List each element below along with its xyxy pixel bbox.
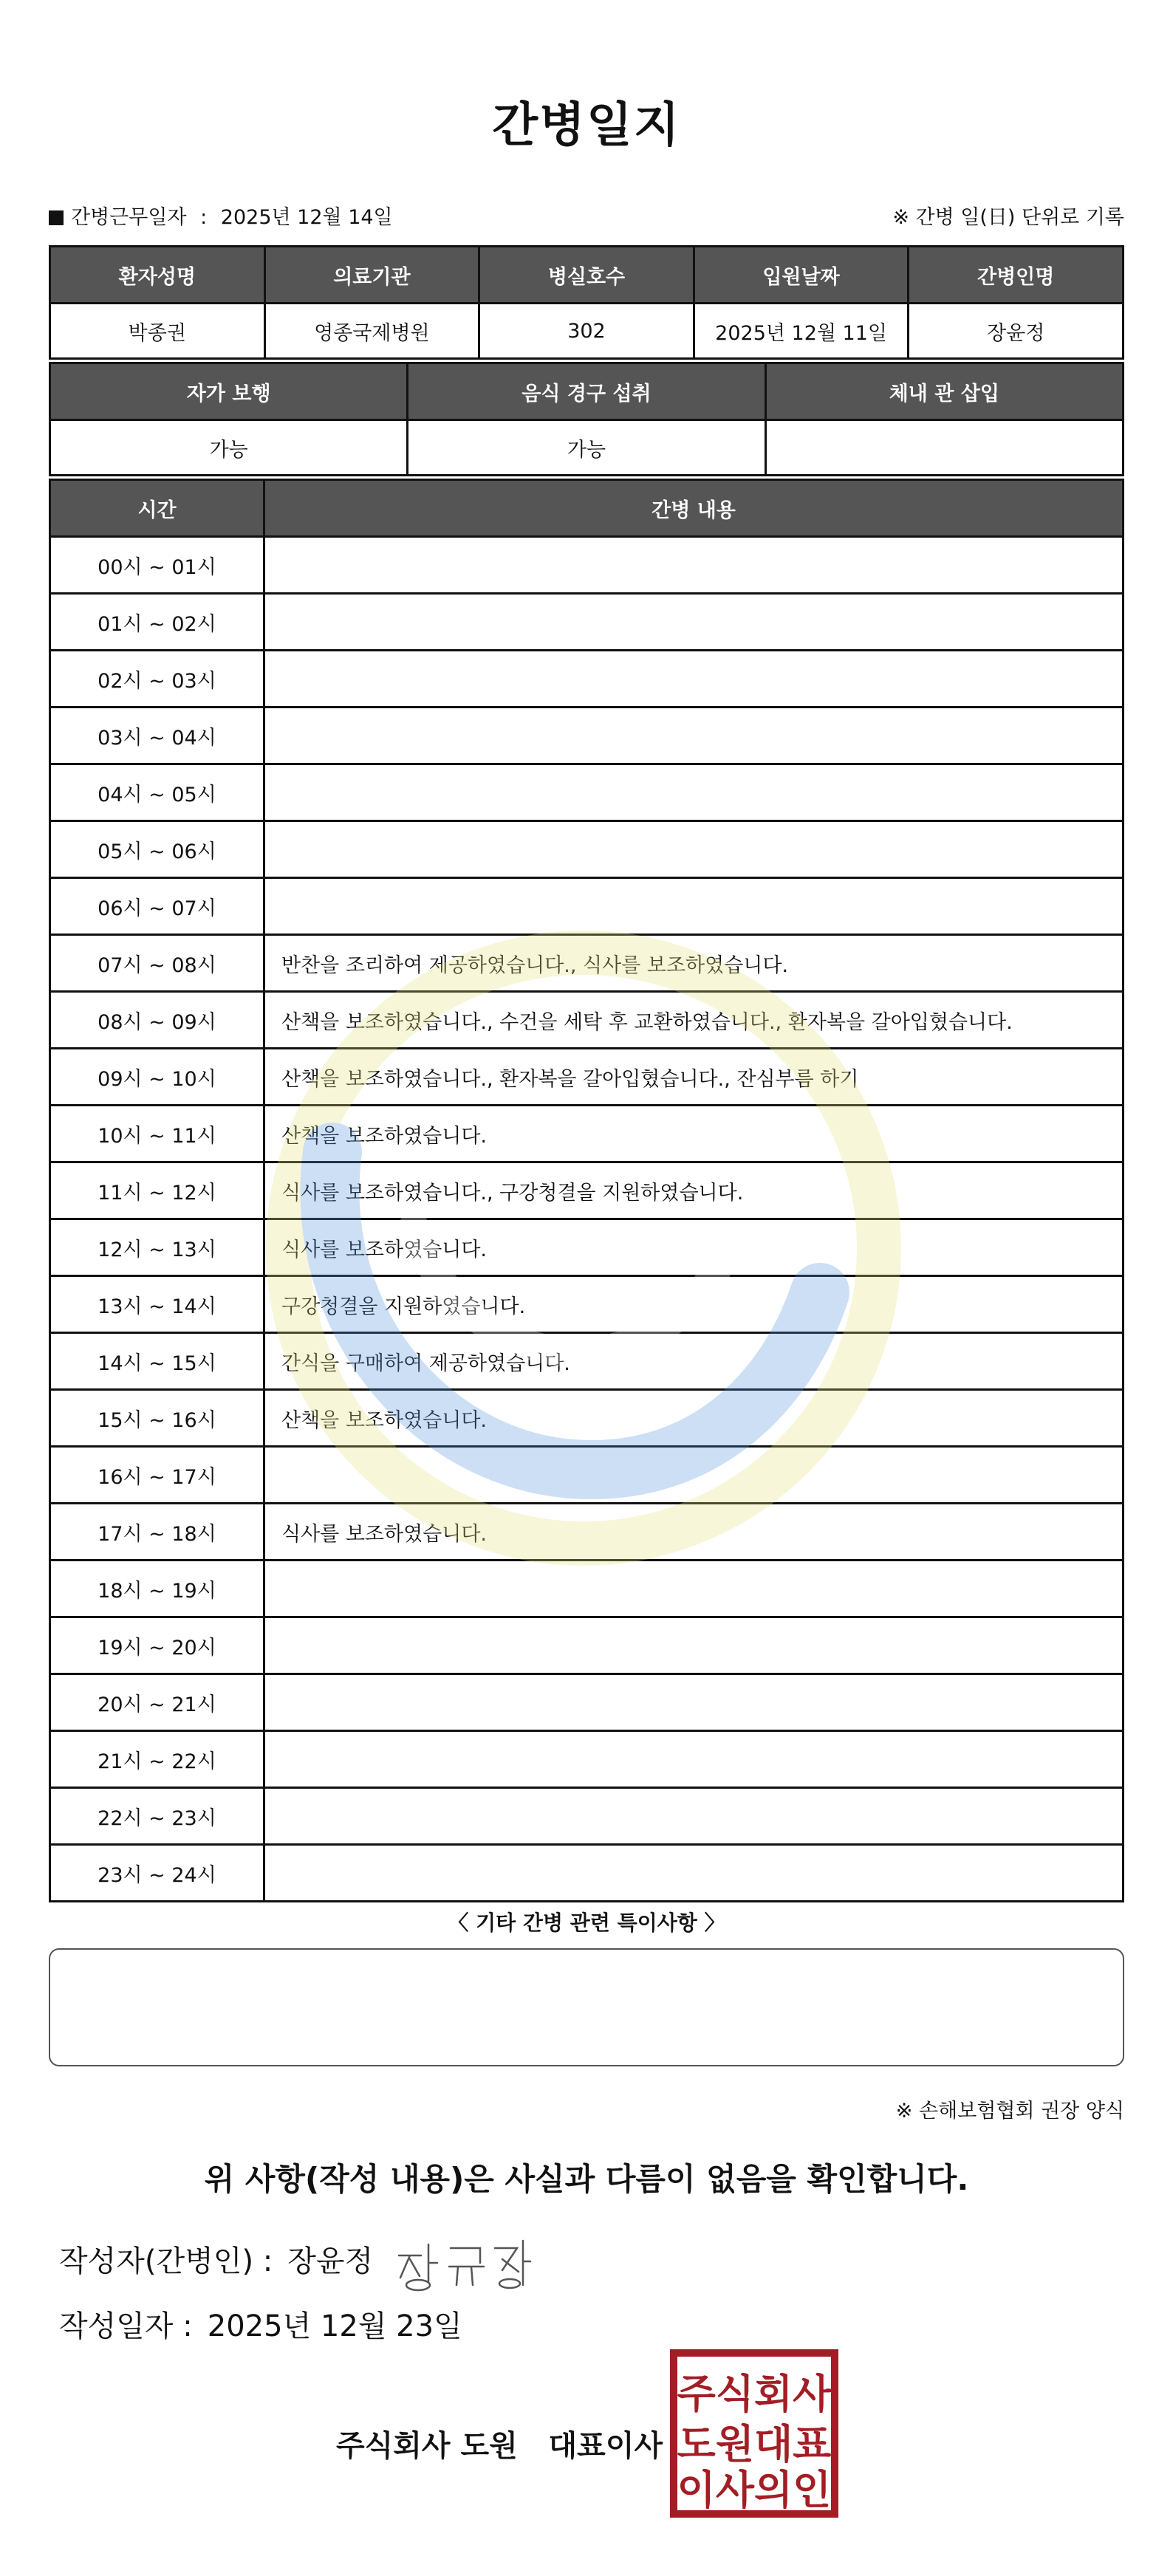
log-row (50, 1390, 1124, 1447)
log-time: 05시 ~ 06시 (50, 821, 264, 878)
tube-value (765, 420, 1123, 476)
log-row (50, 935, 1124, 992)
log-row (50, 992, 1124, 1049)
svg-text:도원대표: 도원대표 (677, 2421, 832, 2467)
company-seal (669, 2349, 839, 2518)
log-row (50, 1845, 1124, 1902)
log-content (264, 1617, 1124, 1674)
log-content (264, 1674, 1124, 1731)
log-row (50, 537, 1124, 594)
ability-table (49, 362, 1124, 476)
log-content (264, 1845, 1124, 1902)
log-content: 산책을 보조하였습니다., 환자복을 갈아입혔습니다., 잔심부름 하기 (264, 1049, 1124, 1106)
log-time: 15시 ~ 16시 (50, 1390, 264, 1447)
walking-value: 가능 (50, 420, 408, 476)
log-content (264, 1561, 1124, 1617)
log-time: 21시 ~ 22시 (50, 1731, 264, 1788)
log-row (50, 1106, 1124, 1162)
log-time: 07시 ~ 08시 (50, 935, 264, 992)
log-time: 12시 ~ 13시 (50, 1219, 264, 1276)
log-content (264, 764, 1124, 821)
work-date-value: 2025년 12월 14일 (220, 206, 393, 229)
log-content: 반찬을 조리하여 제공하였습니다., 식사를 보조하였습니다. (264, 935, 1124, 992)
log-row (50, 1674, 1124, 1731)
log-row (50, 1617, 1124, 1674)
log-row (50, 708, 1124, 764)
log-time: 18시 ~ 19시 (50, 1561, 264, 1617)
log-row (50, 1162, 1124, 1219)
log-time: 11시 ~ 12시 (50, 1162, 264, 1219)
log-time: 02시 ~ 03시 (50, 651, 264, 708)
admission-date: 2025년 12월 11일 (694, 304, 909, 359)
log-content: 식사를 보조하였습니다. (264, 1219, 1124, 1276)
log-content: 산책을 보조하였습니다. (264, 1390, 1124, 1447)
write-date-label: 작성일자 : (59, 2309, 193, 2343)
svg-text:이사의인: 이사의인 (677, 2467, 832, 2513)
header-time: 시간 (50, 480, 264, 537)
header-admission-date: 입원날짜 (694, 247, 909, 304)
hospital: 영종국제병원 (264, 304, 479, 359)
log-row (50, 1333, 1124, 1390)
header-content: 간병 내용 (264, 480, 1124, 537)
work-date-row (49, 201, 1124, 230)
company-name: 주식회사 도원 대표이사 (336, 2429, 663, 2463)
header-caregiver: 간병인명 (909, 247, 1124, 304)
header-patient-name: 환자성명 (50, 247, 265, 304)
log-content (264, 708, 1124, 764)
log-row (50, 878, 1124, 935)
write-date-line (59, 2303, 462, 2345)
notes-title: 〈 기타 간병 관련 특이사항 〉 (448, 1911, 725, 1935)
square-bullet-icon (49, 210, 64, 225)
work-date (49, 201, 393, 230)
log-content (264, 821, 1124, 878)
log-time: 03시 ~ 04시 (50, 708, 264, 764)
header-hospital: 의료기관 (264, 247, 479, 304)
log-row (50, 1561, 1124, 1617)
log-content: 식사를 보조하였습니다. (264, 1504, 1124, 1561)
log-row (50, 1447, 1124, 1504)
writer-label: 작성자(간병인) : (59, 2244, 273, 2278)
log-content: 산책을 보조하였습니다. (264, 1106, 1124, 1162)
log-row (50, 1731, 1124, 1788)
log-time: 22시 ~ 23시 (50, 1788, 264, 1845)
log-time: 09시 ~ 10시 (50, 1049, 264, 1106)
log-row (50, 1049, 1124, 1106)
log-time: 14시 ~ 15시 (50, 1333, 264, 1390)
log-time: 04시 ~ 05시 (50, 764, 264, 821)
log-content: 산책을 보조하였습니다., 수건을 세탁 후 교환하였습니다., 환자복을 갈아입혔습니다. (264, 992, 1124, 1049)
header-room: 병실호수 (479, 247, 694, 304)
header-walking: 자가 보행 (50, 363, 408, 420)
log-content (264, 537, 1124, 594)
log-time: 06시 ~ 07시 (50, 878, 264, 935)
log-row (50, 1504, 1124, 1561)
work-date-separator: : (200, 206, 208, 229)
svg-text:주식회사: 주식회사 (677, 2371, 832, 2417)
log-row (50, 764, 1124, 821)
log-row (50, 1788, 1124, 1845)
room-number: 302 (479, 304, 694, 359)
log-row (50, 1276, 1124, 1333)
log-content (264, 1788, 1124, 1845)
log-row (50, 1219, 1124, 1276)
log-time: 23시 ~ 24시 (50, 1845, 264, 1902)
header-oral-intake: 음식 경구 섭취 (408, 363, 765, 420)
association-note: ※ 손해보험협회 권장 양식 (895, 2100, 1124, 2123)
log-content (264, 1731, 1124, 1788)
record-note: ※ 간병 일(日) 단위로 기록 (892, 206, 1124, 229)
log-content: 간식을 구매하여 제공하였습니다. (264, 1333, 1124, 1390)
confirm-statement: 위 사항(작성 내용)은 사실과 다름이 없음을 확인합니다. (204, 2161, 969, 2197)
header-tube: 체내 관 삽입 (765, 363, 1123, 420)
log-time: 01시 ~ 02시 (50, 594, 264, 651)
log-time: 08시 ~ 09시 (50, 992, 264, 1049)
log-content (264, 651, 1124, 708)
log-time: 10시 ~ 11시 (50, 1106, 264, 1162)
signature (391, 2226, 532, 2292)
log-row (50, 651, 1124, 708)
patient-name: 박종권 (50, 304, 265, 359)
log-content: 식사를 보조하였습니다., 구강청결을 지원하였습니다. (264, 1162, 1124, 1219)
log-time: 20시 ~ 21시 (50, 1674, 264, 1731)
log-content (264, 594, 1124, 651)
log-row (50, 821, 1124, 878)
notes-box (49, 1948, 1124, 2066)
log-time: 00시 ~ 01시 (50, 537, 264, 594)
log-row (50, 594, 1124, 651)
log-time: 13시 ~ 14시 (50, 1276, 264, 1333)
page-title: 간병일지 (492, 98, 681, 153)
log-time: 17시 ~ 18시 (50, 1504, 264, 1561)
log-content (264, 878, 1124, 935)
caregiver-name: 장윤정 (909, 304, 1124, 359)
work-date-label: 간병근무일자 (71, 206, 187, 229)
care-log-table (49, 479, 1124, 1902)
writer-name: 장윤정 (287, 2244, 374, 2278)
oral-intake-value: 가능 (408, 420, 765, 476)
log-time: 19시 ~ 20시 (50, 1617, 264, 1674)
log-content: 구강청결을 지원하였습니다. (264, 1276, 1124, 1333)
log-content (264, 1447, 1124, 1504)
writer-line (59, 2238, 373, 2280)
write-date-value: 2025년 12월 23일 (207, 2309, 462, 2343)
patient-info-table (49, 245, 1124, 360)
log-time: 16시 ~ 17시 (50, 1447, 264, 1504)
